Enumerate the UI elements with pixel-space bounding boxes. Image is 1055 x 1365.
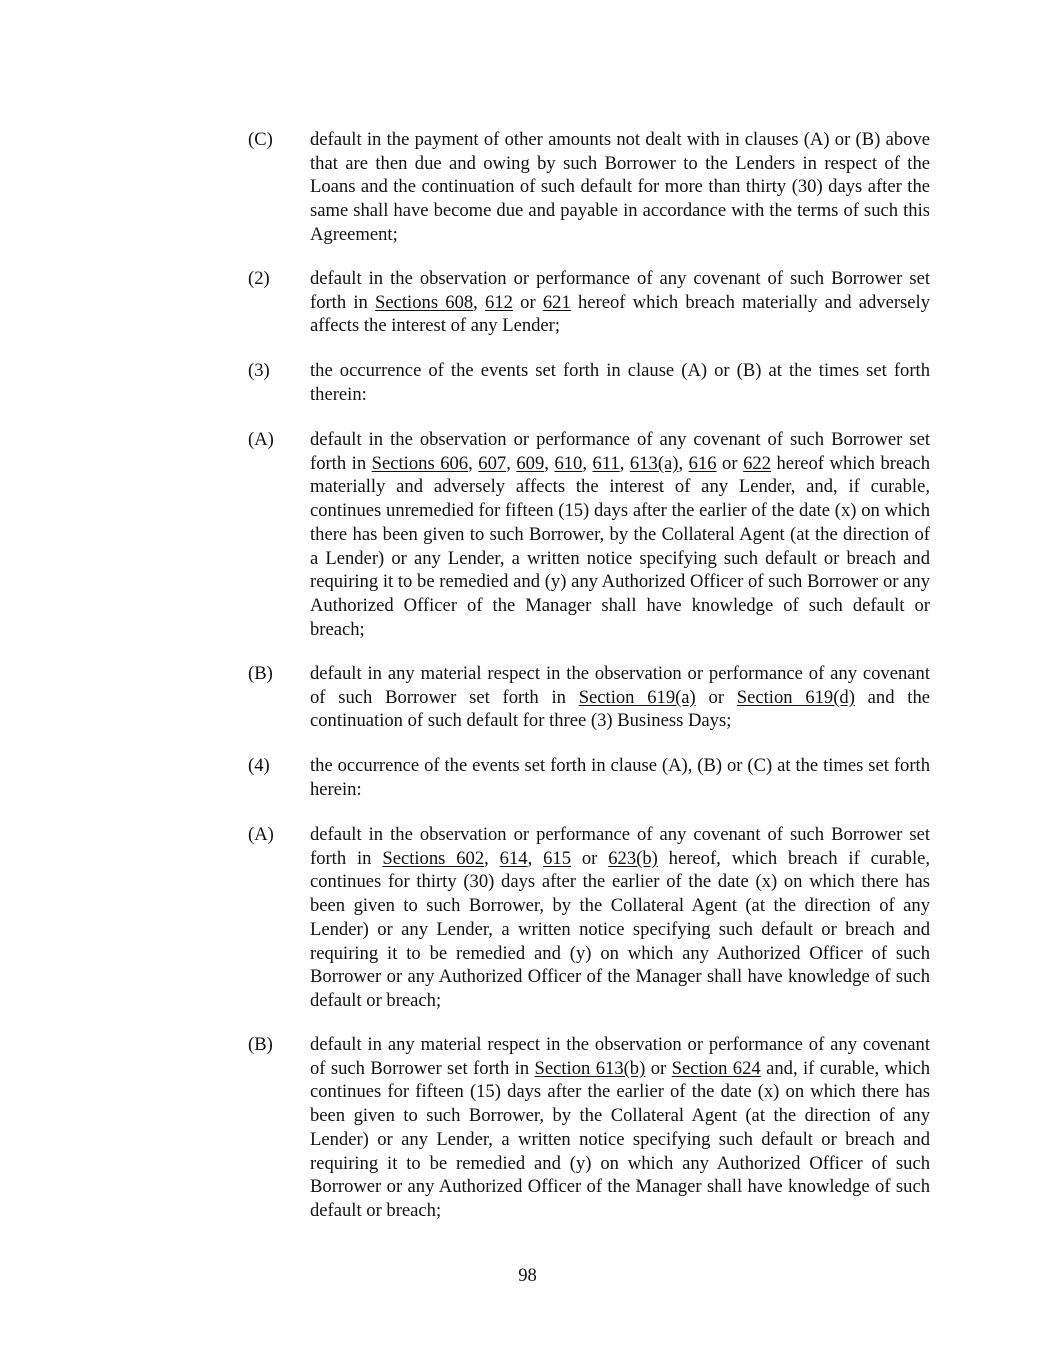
section-reference-link[interactable]: 607 — [478, 452, 507, 474]
clause-text-segment: , — [582, 452, 593, 474]
section-reference-link[interactable]: 623(b) — [608, 847, 658, 869]
clause-label: (B) — [248, 663, 273, 684]
page-number: 98 — [518, 1265, 537, 1286]
clause-label: (C) — [248, 129, 273, 150]
clause-text — [310, 428, 930, 641]
section-reference-link[interactable]: 612 — [485, 291, 513, 313]
clause-text-segment: and, if curable, which continues for fifteen (15) days after the earlier of the date (x) on which there has been given to such Borrower, by the Collateral Agent (at the direction of any Lender) or any Lender, a written notice specifying such default or breach and requiring it to be remedied and (y) on which any Authorized Officer of such Borrower or any Authorized Officer of the Manager shall have knowledge of such default or breach; — [310, 1057, 930, 1221]
clause-text-segment: or — [695, 686, 737, 708]
clause-text-segment: , — [544, 452, 555, 474]
clause-paragraph — [248, 1033, 930, 1223]
section-reference-link[interactable]: 611 — [592, 452, 620, 474]
clause-text-segment: hereof, which breach if curable, continues for thirty (30) days after the earlier of the date (x) on which there has been given to such Borrower, by the Collateral Agent (at the direction of any Lender) or any Lender, a written notice specifying such default or breach and requiring it to be remedied and (y) on which any Authorized Officer of such Borrower or any Authorized Officer of the Manager shall have knowledge of such default or breach; — [310, 847, 931, 1011]
section-reference-link[interactable]: Section 613(b) — [534, 1057, 646, 1079]
clause-paragraph — [248, 267, 930, 338]
clause-text-segment: default in the payment of other amounts not dealt with in clauses (A) or (B) above that are then due and owing by such Borrower to the Lenders in respect of the Loans and the continuation of such default for more than thirty (30) days after the same shall have become due and payable in accordance with the terms of such this Agreement; — [310, 129, 930, 245]
section-reference-link[interactable]: Sections 602 — [382, 847, 485, 869]
clause-label: (A) — [248, 824, 274, 845]
clause-text-segment: , — [619, 452, 630, 474]
clause-label: (B) — [248, 1034, 273, 1055]
clause-text-segment: default in the observation or performance of any covenant of such Borrower set forth in — [310, 268, 930, 313]
clause-text-segment: default in any material respect in the observation or performance of any covenant of such Borrower set forth in — [310, 663, 930, 708]
clause-text-segment: or — [645, 1057, 672, 1079]
clause-text-segment: or — [570, 847, 609, 869]
clause-paragraph — [248, 823, 930, 1013]
clause-text-segment: or — [716, 452, 744, 474]
clause-paragraph — [248, 128, 930, 247]
clause-text-segment: , — [468, 452, 479, 474]
clause-text — [310, 1033, 930, 1223]
clause-text — [310, 359, 930, 406]
section-reference-link[interactable]: 609 — [516, 452, 545, 474]
clause-text — [310, 662, 930, 733]
clause-text-segment: default in the observation or performance of any covenant of such Borrower set forth in — [310, 429, 930, 474]
section-reference-link[interactable]: 610 — [554, 452, 583, 474]
clause-text-segment: hereof which breach materially and adversely affects the interest of any Lender; — [310, 291, 931, 337]
clause-label: (3) — [248, 360, 270, 381]
clause-text-segment: or — [512, 291, 543, 313]
clause-label: (4) — [248, 755, 270, 776]
clause-text — [310, 754, 930, 801]
section-reference-link[interactable]: 616 — [688, 452, 717, 474]
section-reference-link[interactable]: Section 619(d) — [736, 686, 855, 708]
section-reference-link[interactable]: 615 — [543, 847, 571, 869]
clause-text — [310, 267, 930, 338]
section-reference-link[interactable]: 614 — [499, 847, 528, 869]
clause-text-segment: , — [473, 291, 486, 313]
clause-paragraph — [248, 662, 930, 733]
clause-paragraph — [248, 754, 930, 801]
clause-text-segment: , — [527, 847, 544, 869]
clause-text-segment: hereof which breach materially and adversely affects the interest of any Lender, and, if curable, continues unremedied for fifteen (15) days after the earlier of the date (x) on which there has been given to such Borrower, by the Collateral Agent (at the direction of a Lender) or any Lender, a written notice specifying such default or breach and requiring it to be remedied and (y) any Authorized Officer of such Borrower or any Authorized Officer of the Manager shall have knowledge of such default or breach; — [310, 452, 931, 640]
clause-text-segment: default in any material respect in the observation or performance of any covenant of such Borrower set forth in — [310, 1034, 930, 1079]
clause-text-segment: , — [484, 847, 500, 869]
clause-text — [310, 823, 930, 1013]
clause-text-segment: the occurrence of the events set forth in clause (A) or (B) at the times set forth therein: — [310, 360, 930, 405]
section-reference-link[interactable]: Sections 608 — [375, 291, 474, 313]
clause-text-segment: and the continuation of such default for three (3) Business Days; — [310, 686, 930, 732]
section-reference-link[interactable]: Section 619(a) — [578, 686, 696, 708]
clause-text-segment: , — [678, 452, 689, 474]
clause-text-segment: the occurrence of the events set forth in clause (A), (B) or (C) at the times set forth herein: — [310, 755, 930, 800]
section-reference-link[interactable]: 621 — [542, 291, 571, 313]
section-reference-link[interactable]: 613(a) — [629, 452, 679, 474]
section-reference-link[interactable]: Sections 606 — [371, 452, 469, 474]
clause-text — [310, 128, 930, 247]
clause-paragraph — [248, 359, 930, 406]
clause-label: (A) — [248, 429, 274, 450]
clause-text-segment: default in the observation or performance of any covenant of such Borrower set forth in — [310, 824, 930, 869]
section-reference-link[interactable]: Section 624 — [671, 1057, 761, 1079]
clause-label: (2) — [248, 268, 270, 289]
section-reference-link[interactable]: 622 — [743, 452, 771, 474]
clause-text-segment: , — [506, 452, 517, 474]
clause-paragraph — [248, 428, 930, 641]
